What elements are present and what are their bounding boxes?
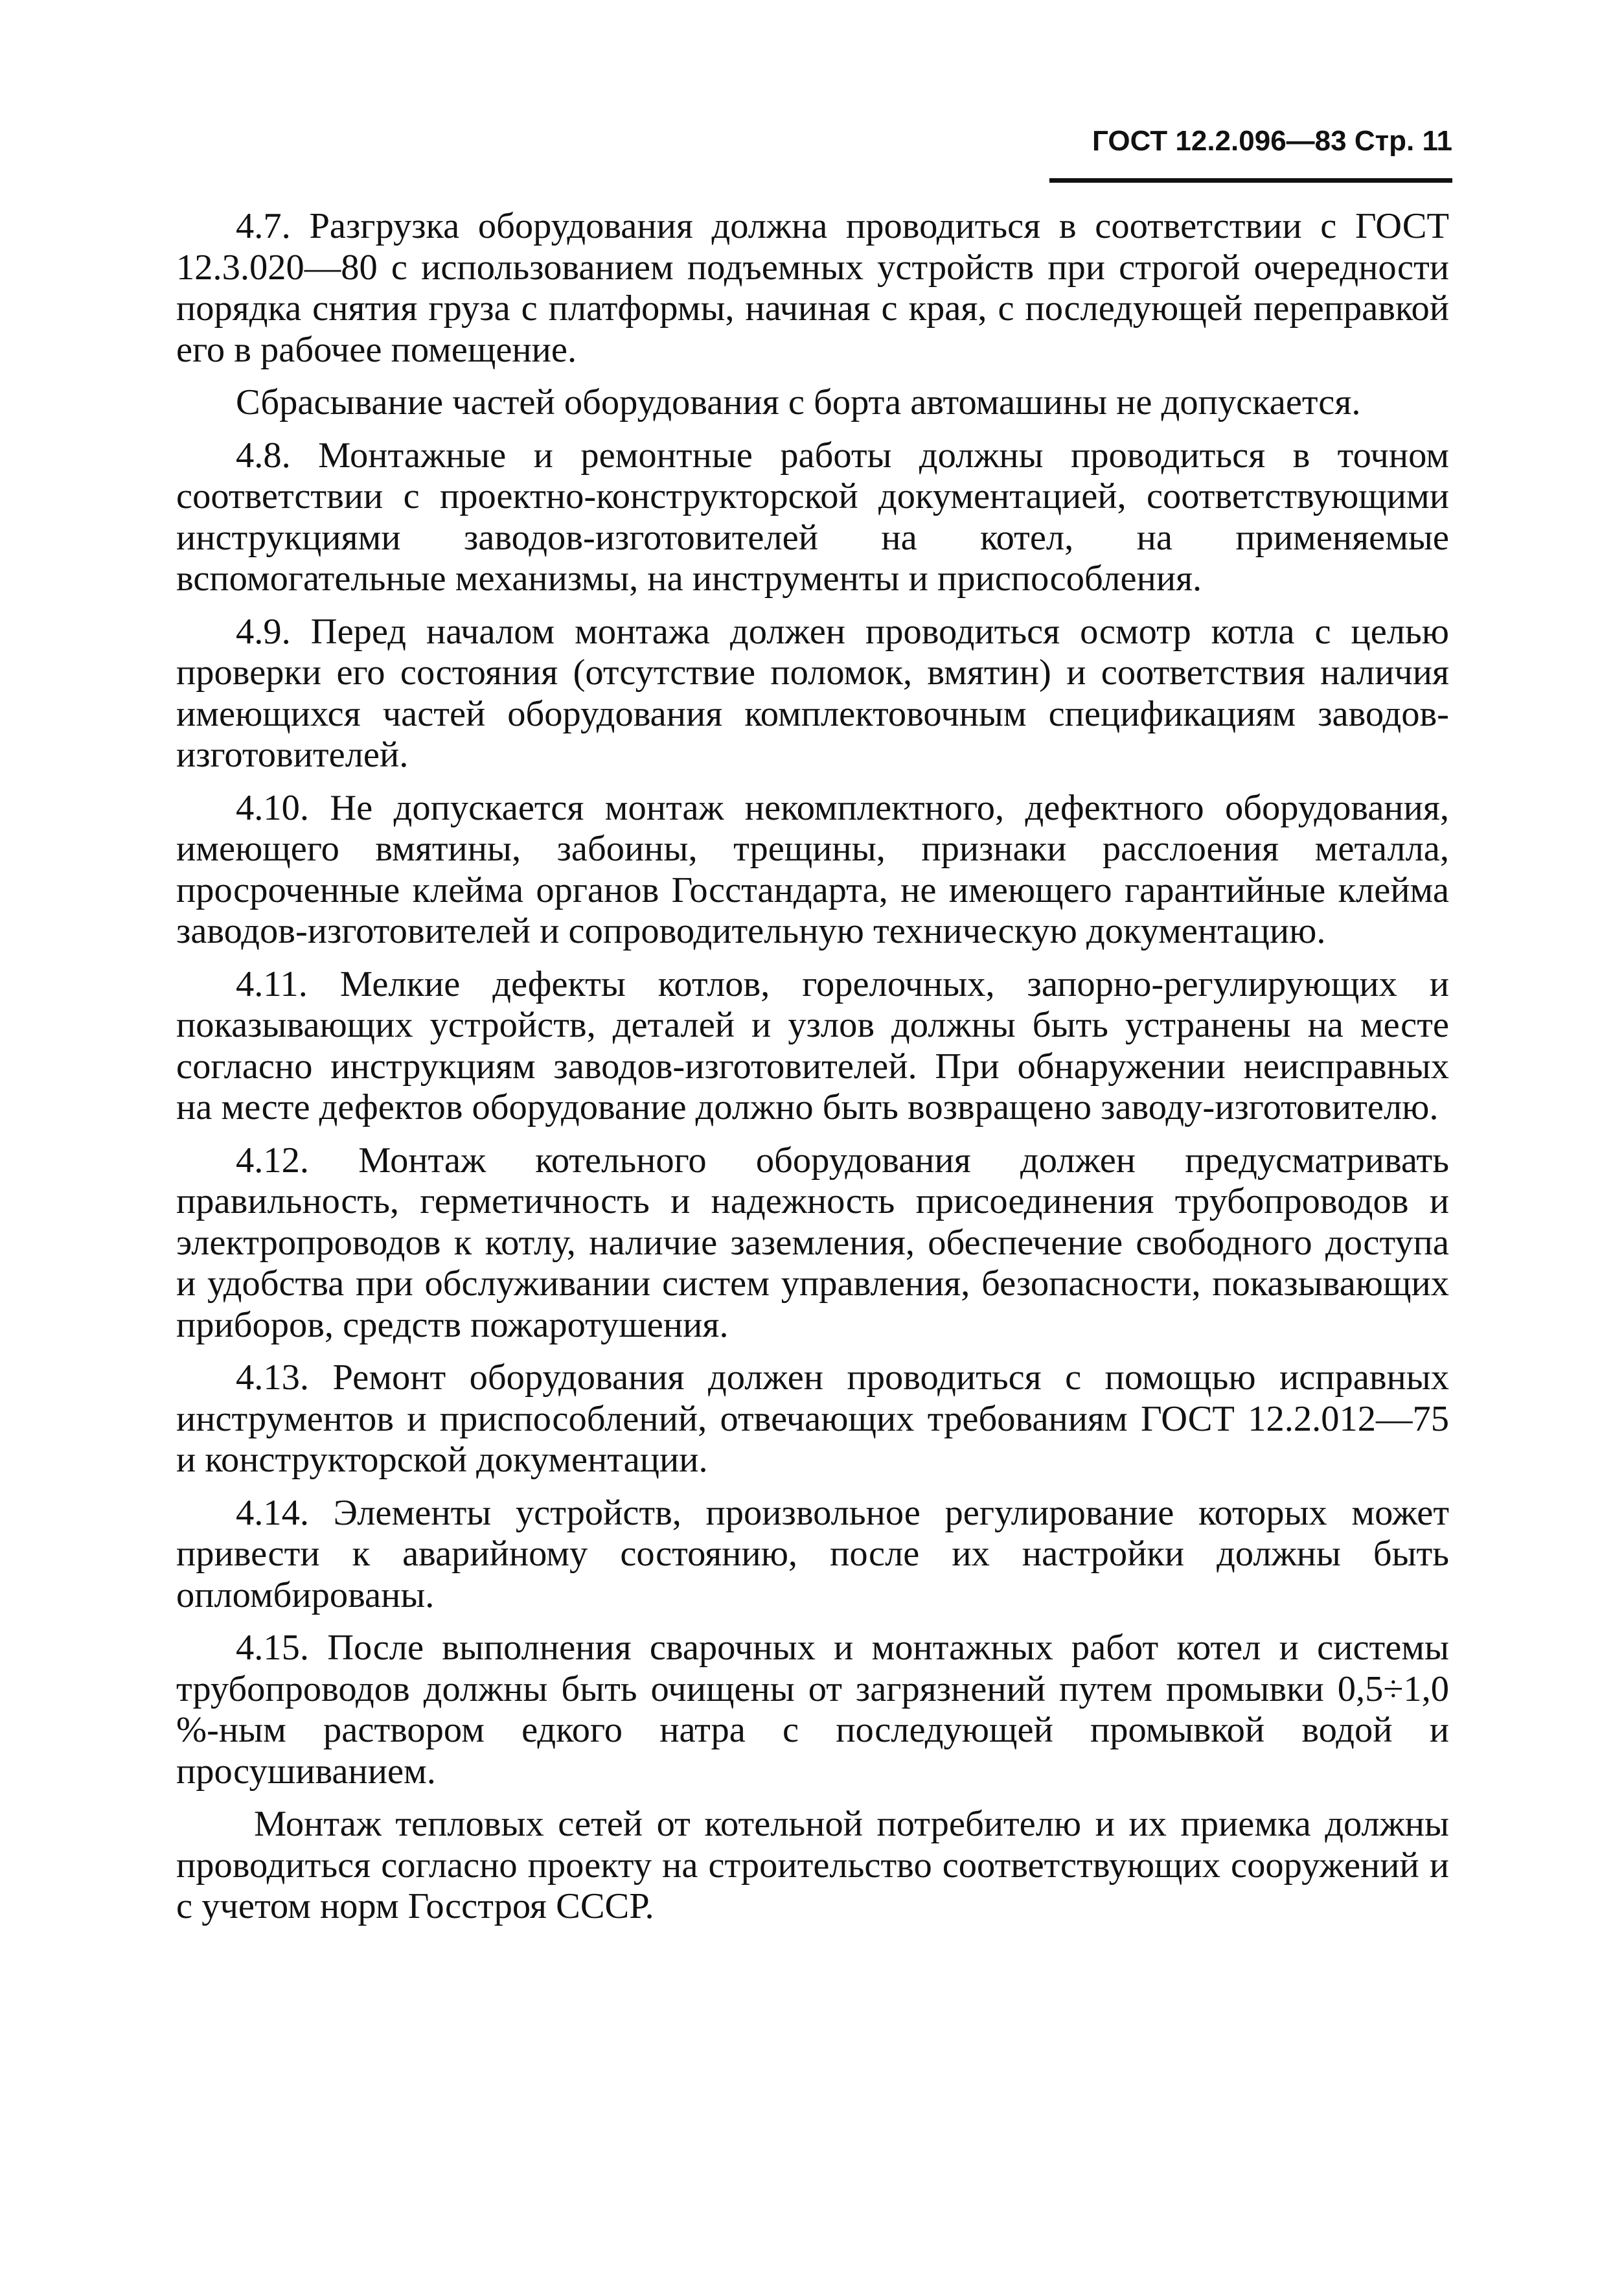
clause-text: Элементы устройств, произвольное регулирование которых может привести к аварийному состоянию, после их настройки должны быть опломбированы. (176, 1492, 1450, 1615)
paragraph-4-8 (176, 435, 1449, 600)
paragraph-4-9 (176, 612, 1449, 776)
clause-number: 4.8. (236, 435, 291, 476)
clause-text: Не допускается монтаж некомплектного, дефектного оборудования, имеющего вмятины, забоины, трещины, признаки расслоения металла, просроченные клейма органов Госстандарта, не имеющего гарантийные клейма заводов-изготовителей и сопроводительную техническую документацию. (176, 787, 1449, 951)
clause-number: 4.14. (236, 1492, 309, 1533)
paragraph-4-7-continued (176, 382, 1449, 424)
clause-text: Мелкие дефекты котлов, горелочных, запорно-регулирующих и показывающих устройств, деталей и узлов должны быть устранены на месте согласно инструкциям заводов-изготовителей. При обнаружении неисправных на месте дефектов оборудование должно быть возвращено заводу-изготовителю. (176, 963, 1449, 1127)
page-header: ГОСТ 12.2.096—83 Стр. 11 (1092, 125, 1452, 157)
paragraph-4-12 (176, 1140, 1449, 1346)
paragraph-4-14 (176, 1493, 1449, 1617)
clause-number: 4.15. (236, 1628, 309, 1668)
clause-number: 4.11. (236, 963, 308, 1004)
clause-text: Ремонт оборудования должен проводиться с помощью исправных инструментов и приспособлений, отвечающих требованиям ГОСТ 12.2.012—75 и конструкторской документации. (176, 1357, 1449, 1480)
clause-text: Монтаж котельного оборудования должен предусматривать правильность, герметичность и надежность присоединения трубопроводов и электропроводов к котлу, наличие заземления, обеспечение свободного доступа и удобства при обслуживании систем управления, безопасности, показывающих приборов, средств пожаротушения. (176, 1140, 1450, 1345)
clause-number: 4.10. (236, 787, 309, 828)
clause-text: Сбрасывание частей оборудования с борта автомашины не допускается. (236, 382, 1361, 422)
paragraph-4-11 (176, 964, 1449, 1129)
clause-number: 4.7. (236, 206, 291, 246)
paragraph-4-10 (176, 788, 1449, 952)
paragraph-4-15 (176, 1628, 1449, 1792)
clause-text: После выполнения сварочных и монтажных работ котел и системы трубопроводов должны быть очищены от загрязнений путем промывки 0,5÷1,0 %-ным раствором едкого натра с последующей промывкой водой и просушиванием. (176, 1628, 1450, 1792)
clause-number: 4.9. (236, 611, 291, 652)
document-body (176, 206, 1449, 1939)
clause-text: Монтажные и ремонтные работы должны проводиться в точном соответствии с проектно-конструкторской документацией, соответствующими инструкциями заводов-изготовителей на котел, на применяемые вспомогательные механизмы, на инструменты и приспособления. (176, 435, 1449, 599)
paragraph-4-15-continued (176, 1804, 1449, 1928)
paragraph-4-7 (176, 206, 1449, 371)
header-rule (1049, 178, 1452, 183)
clause-text: Монтаж тепловых сетей от котельной потребителю и их приемка должны проводиться согласно проекту на строительство соответствующих сооружений и с учетом норм Госстроя СССР. (176, 1804, 1449, 1926)
clause-number: 4.13. (236, 1357, 309, 1398)
clause-text: Перед началом монтажа должен проводиться осмотр котла с целью проверки его состояния (отсутствие поломок, вмятин) и соответствия наличия имеющихся частей оборудования комплектовочным спецификациям заводов-изготовителей. (176, 611, 1450, 775)
clause-number: 4.12. (236, 1140, 309, 1181)
clause-text: Разгрузка оборудования должна проводиться в соответствии с ГОСТ 12.3.020—80 с использованием подъемных устройств при строгой очередности порядка снятия груза с платформы, начиная с края, с последующей переправкой его в рабочее помещение. (176, 206, 1449, 370)
paragraph-4-13 (176, 1357, 1449, 1481)
